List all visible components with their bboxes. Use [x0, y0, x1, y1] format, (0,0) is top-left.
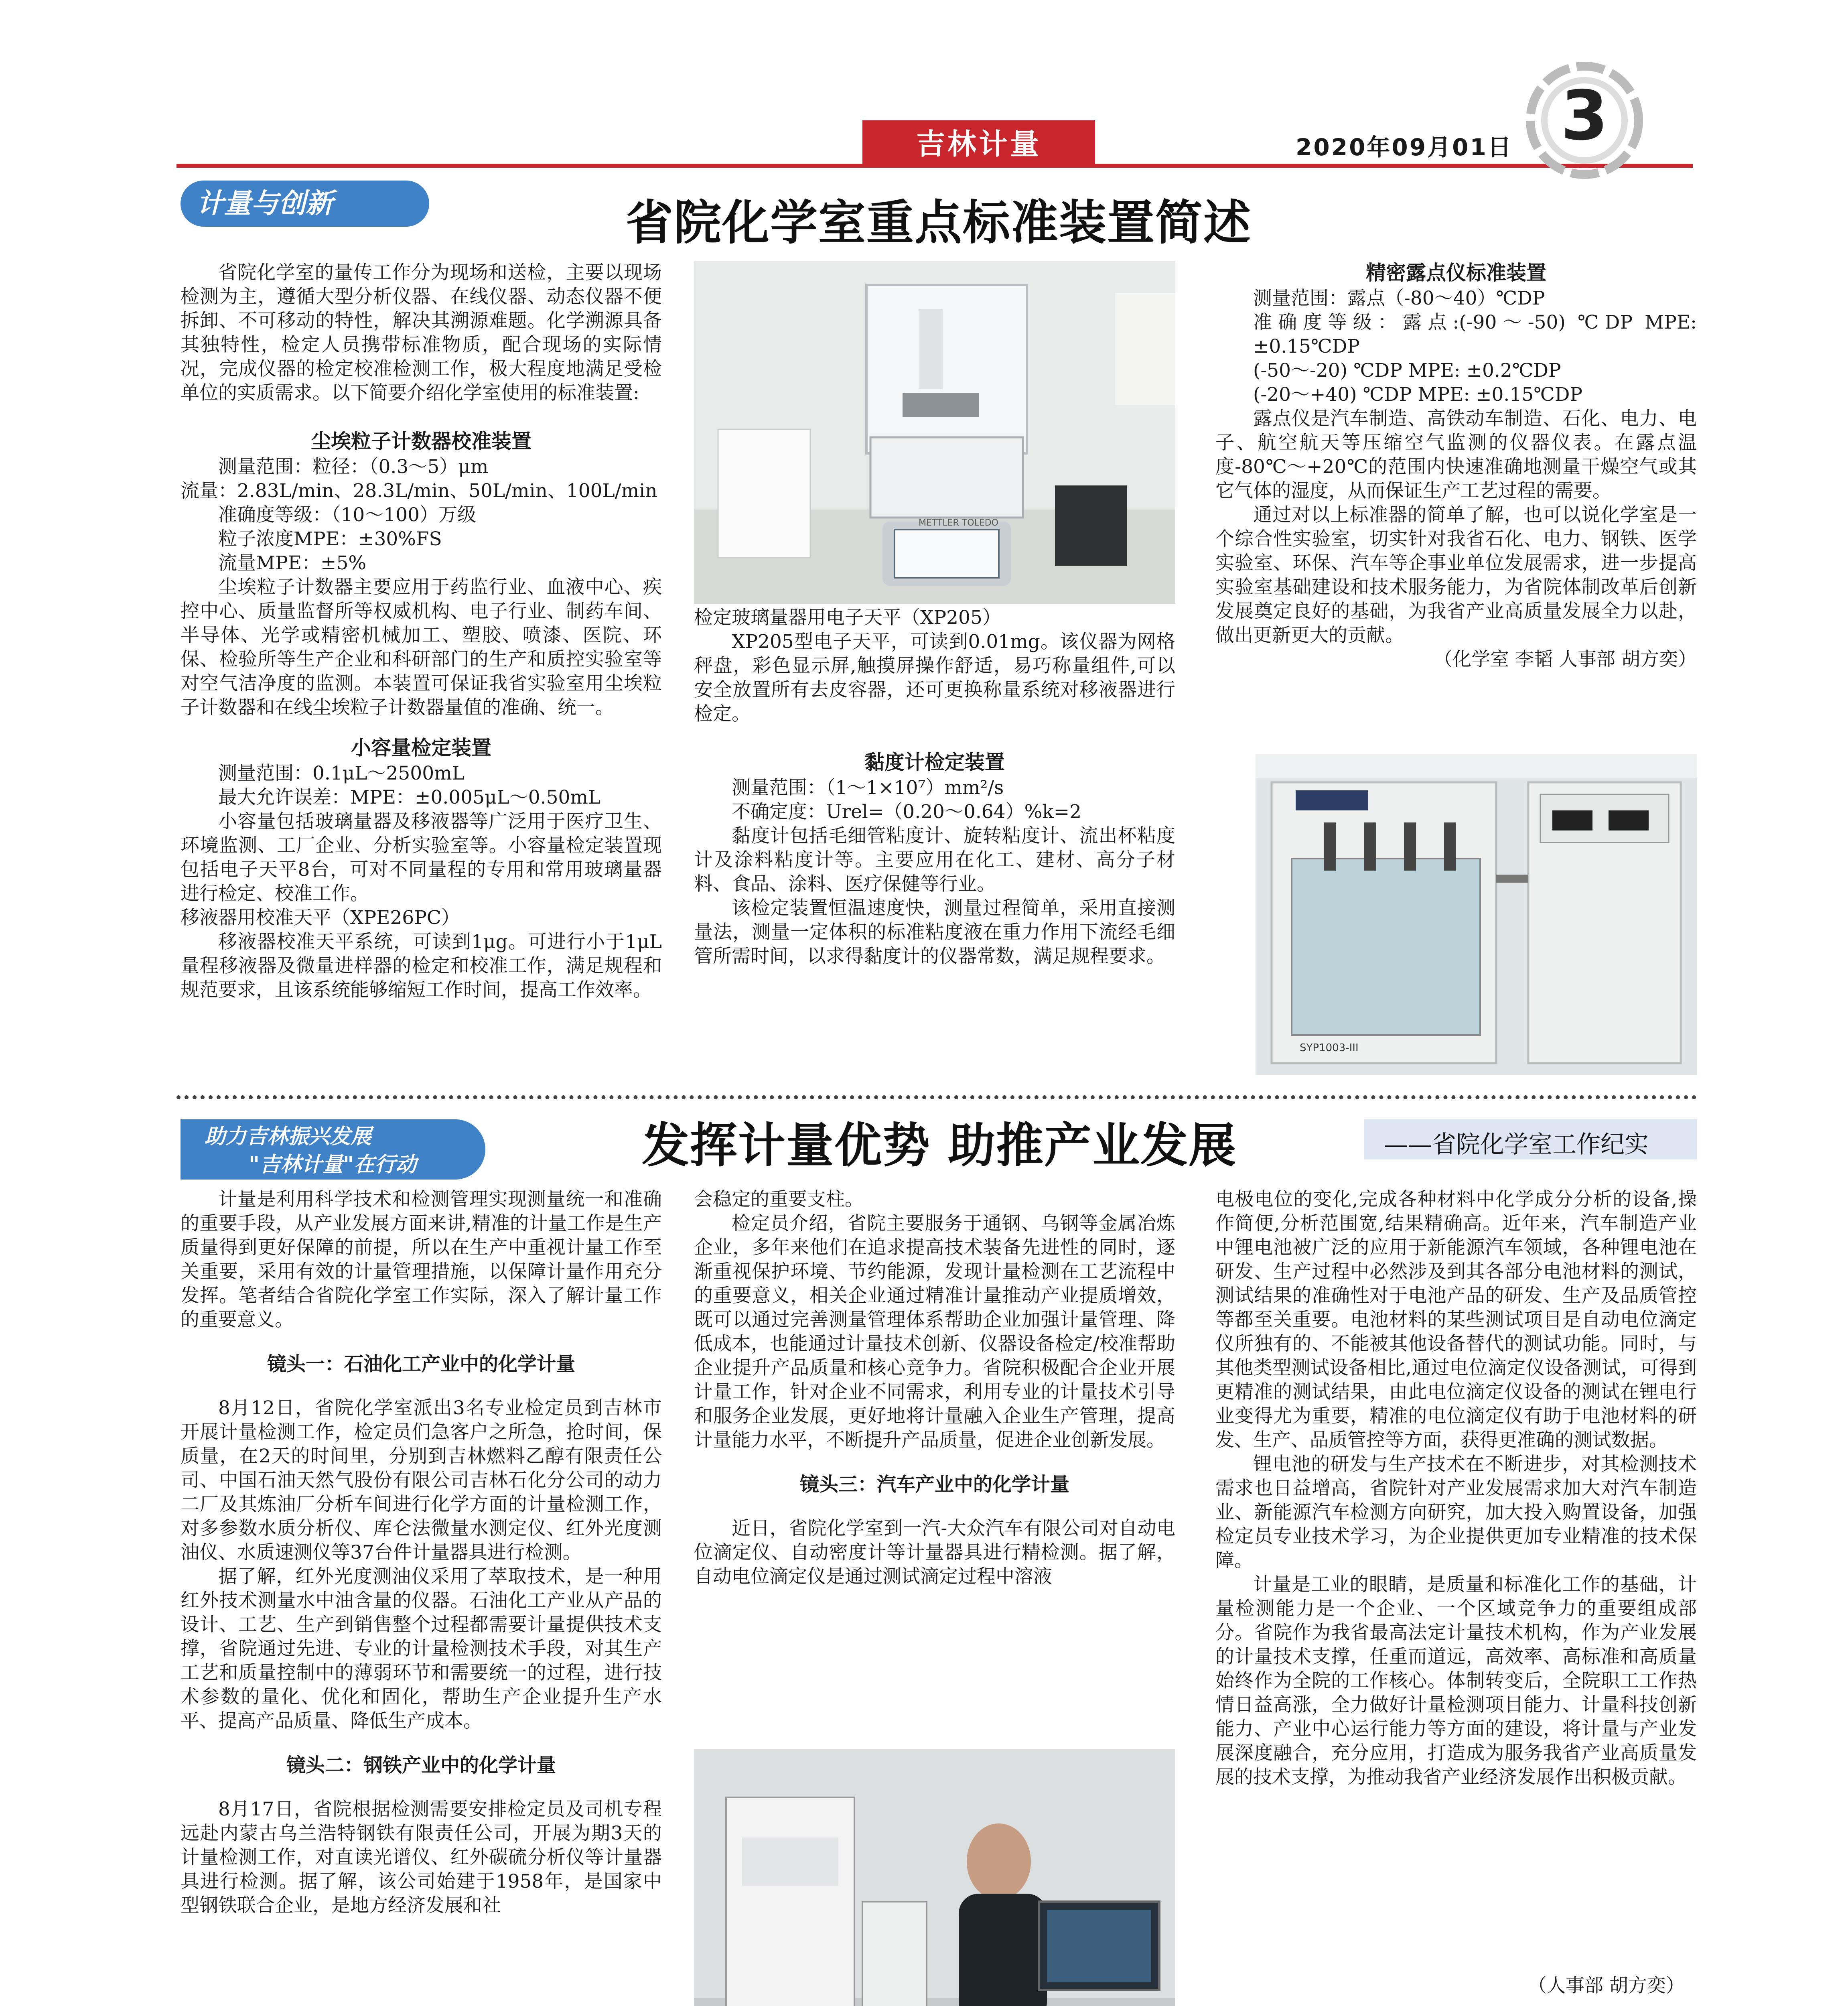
dewpoint-range: 测量范围：露点（-80～40）℃DP	[1253, 287, 1545, 309]
bath-brand-label: SYP1003-III	[1300, 1042, 1359, 1054]
viscometer-body-1: 黏度计包括毛细管粘度计、旋转粘度计、流出杯粘度计及涂料粘度计等。主要应用在化工、建材、高分子材料、食品、涂料、医疗保健等行业。	[694, 825, 1175, 895]
section-banner-jilin-action	[181, 1119, 485, 1180]
small-volume-mpe: 最大允许误差：MPE：±0.005μL～0.50mL	[218, 786, 601, 808]
col2-p1: 会稳定的重要支柱。	[694, 1188, 864, 1210]
dewpoint-body-1: 露点仪是汽车制造、高铁动车制造、石化、电力、电子、航空航天等压缩空气监测的仪器仪表。在露点温度-80℃～+20℃的范围内快速准确地测量干燥空气或其它气体的湿度，从而保证生产工艺过程的需要。	[1215, 408, 1697, 502]
viscometer-uncertainty: 不确定度：Urel=（0.20～0.64）%k=2	[732, 801, 1082, 823]
viscometer-range: 测量范围：（1～1×10⁷）mm²/s	[732, 777, 1004, 799]
banner-line-1: 助力吉林振兴发展	[205, 1124, 372, 1149]
small-volume-body: 小容量包括玻璃量器及移液器等广泛用于医疗卫生、环境监测、工厂企业、分析实验室等。小容量检定装置现包括电子天平8台，可对不同量程的专用和常用玻璃量器进行检定、校准工作。	[181, 810, 662, 905]
balance-brand-label: METTLER TOLEDO	[919, 518, 998, 528]
article1-credit: （化学室 李韬 人事部 胡方奕）	[1434, 648, 1697, 670]
col3-p2: 锂电池的研发与生产技术在不断进步，对其检测技术需求也日益增高，省院针对产业发展需求加大对汽车制造业、新能源汽车检测方向研究，加大投入购置设备，加强检定员专业技术学习，为企业提供更加专业精准的技术保障。	[1215, 1453, 1697, 1572]
small-volume-heading: 小容量检定装置	[351, 736, 491, 759]
article1-intro: 省院化学室的量传工作分为现场和送检，主要以现场检测为主，遵循大型分析仪器、在线仪器、动态仪器不便拆卸、不可移动的特性，解决其溯源难题。化学溯源具备其独特性，检定人员携带标准物质，配合现场的实际情况，完成仪器的检定校准检测工作，极大程度地满足受检单位的实质需求。以下简要介绍化学室使用的标准装置:	[181, 262, 662, 404]
col1-p2: 8月12日，省院化学室派出3名专业检定员到吉林市开展计量检测工作，检定员们急客户之所急，抢时间，保质量，在2天的时间里，分别到吉林燃料乙醇有限责任公司、中国石油天然气股份有限公司吉林石化分公司的动力二厂及其炼油厂分析车间进行化学方面的计量检测工作，对多参数水质分析仪、库仑法微量水测定仪、红外光度测油仪、水质速测仪等37台件计量器具进行检测。	[181, 1397, 662, 1563]
issue-date: 2020年09月01日	[1296, 134, 1513, 161]
photo-viscometer-bath	[1256, 754, 1697, 1075]
article2-column-3	[1215, 1188, 1697, 1789]
dewpoint-heading: 精密露点仪标准装置	[1366, 261, 1546, 284]
article1-column-2	[694, 606, 1175, 968]
article2-title: 发挥计量优势 助推产业发展	[642, 1118, 1237, 1173]
dewpoint-accuracy: 准确度等级：露点:(-90～-50) ℃DP MPE: ±0.15℃DP	[1253, 311, 1697, 357]
article2-column-2	[694, 1188, 1175, 1589]
dust-concentration-mpe: 粒子浓度MPE：±30%FS	[218, 528, 442, 550]
photo-titration-analyst	[694, 1749, 1175, 2006]
col1-p3: 据了解，红外光度测油仪采用了萃取技术，是一种用红外技术测量水中油含量的仪器。石油化工产业从产品的设计、工艺、生产到销售整个过程都需要计量提供技术支撑，省院通过先进、专业的计量检测技术手段，对其生产工艺和质量控制中的薄弱环节和需要统一的过程，进行技术参数的量化、优化和固化，帮助生产企业提升生产水平、提高产品质量、降低生产成本。	[181, 1565, 662, 1732]
col2-p2: 检定员介绍，省院主要服务于通钢、乌钢等金属冶炼企业，多年来他们在追求提高技术装备先进性的同时，逐渐重视保护环境、节约能源，发现计量检测在工艺流程中的重要意义，相关企业通过精准计量推动产业提质增效，既可以通过完善测量管理体系帮助企业加强计量管理、降低成本，也能通过计量技术创新、仪器设备检定/校准帮助企业提升产品质量和核心竞争力。省院积极配合企业开展计量工作，针对企业不同需求，利用专业的计量技术引导和服务企业发展，更好地将计量融入企业生产管理，提高计量能力水平，不断提升产品质量，促进企业创新发展。	[694, 1212, 1175, 1451]
dust-flow: 流量：2.83L/min、28.3L/min、50L/min、100L/min	[181, 480, 657, 502]
page-number-badge	[1524, 60, 1645, 181]
dewpoint-body-2: 通过对以上标准器的简单了解，也可以说化学室是一个综合性实验室，切实针对我省石化、电力、钢铁、医学实验室、环保、汽车等企事业单位发展需求，进一步提高实验室基础建设和技术服务能力，为省院体制改革后创新发展奠定良好的基础，为我省产业高质量发展全力以赴，做出更新更大的贡献。	[1215, 504, 1697, 646]
dust-range: 测量范围：粒径：（0.3～5）μm	[218, 456, 489, 478]
article1-column-1	[181, 261, 662, 1002]
dust-body: 尘埃粒子计数器主要应用于药监行业、血液中心、疾控中心、质量监督所等权威机构、电子行业、制药车间、半导体、光学或精密机械加工、塑胶、喷漆、医院、环保、检验所等生产企业和科研部门的生产和质控实验室等对空气洁净度的监测。本装置可保证我省实验室用尘埃粒子计数器和在线尘埃粒子计数器量值的准确、统一。	[181, 576, 662, 719]
pipette-balance-subheading: 移液器用校准天平（XPE26PC）	[181, 907, 460, 929]
masthead-section-tab: 吉林计量	[862, 120, 1095, 164]
article2-subtitle: ——省院化学室工作纪实	[1384, 1131, 1649, 1159]
col1-p1: 计量是利用科学技术和检测管理实现测量统一和准确的重要手段，从产业发展方面来讲,精准的计量工作是生产质量得到更好保障的前提，所以在生产中重视计量工作至关重要，采用有效的计量管理措施，以保障计量作用充分发挥。笔者结合省院化学室工作实际，深入了解计量工作的重要意义。	[181, 1188, 662, 1331]
pipette-balance-body: 移液器校准天平系统，可读到1μg。可进行小于1μL量程移液器及微量进样器的检定和校准工作，满足规程和规范要求，且该系统能够缩短工作时间，提高工作效率。	[181, 931, 662, 1001]
article2-credit-wrap	[1215, 1974, 1685, 1998]
photo-electronic-balance	[694, 261, 1175, 604]
article2-column-1	[181, 1188, 662, 1918]
lens2-heading: 镜头二：钢铁产业中的化学计量	[286, 1754, 556, 1777]
dust-counter-heading: 尘埃粒子计数器校准装置	[311, 430, 531, 453]
article2-credit: （人事部 胡方奕）	[1528, 1975, 1685, 1997]
banner-line-2: "吉林计量"在行动	[249, 1152, 417, 1177]
dust-flow-mpe: 流量MPE：±5%	[218, 552, 367, 574]
article1-title: 省院化学室重点标准装置简述	[626, 195, 1252, 250]
dust-grade: 准确度等级：（10～100）万级	[218, 504, 477, 526]
section-banner-innovation: 计量与创新	[181, 181, 429, 227]
viscometer-body-2: 该检定装置恒温速度快，测量过程简单，采用直接测量法，测量一定体积的标准粘度液在重力作用下流经毛细管所需时间，以求得黏度计的仪器常数，满足规程要求。	[694, 897, 1175, 967]
xp205-subheading: 检定玻璃量器用电子天平（XP205）	[694, 607, 1001, 629]
col3-p3: 计量是工业的眼睛，是质量和标准化工作的基础，计量检测能力是一个企业、一个区域竞争力的重要组成部分。省院作为我省最高法定计量技术机构，作为产业发展的计量技术支撑，任重而道远，高效率、高标准和高质量始终作为全院的工作核心。体制转变后，全院职工工作热情日益高涨，全力做好计量检测项目能力、计量科技创新能力、产业中心运行能力等方面的建设，将计量与产业发展深度融合，充分应用，打造成为服务我省产业高质量发展的技术支撑，为推动我省产业经济发展作出积极贡献。	[1215, 1574, 1697, 1788]
col3-p1: 电极电位的变化,完成各种材料中化学成分分析的设备,操作简便,分析范围宽,结果精确高。近年来，汽车制造产业中锂电池被广泛的应用于新能源汽车领域，各种锂电池在研发、生产过程中必然涉及到其各部分电池材料的测试，测试结果的准确性对于电池产品的研发、生产及品质管控等都至关重要。电池材料的某些测试项目是自动电位滴定仪所独有的、不能被其他设备替代的测试功能。同时，与其他类型测试设备相比,通过电位滴定仪设备测试，可得到更精准的测试结果，由此电位滴定仪设备的测试在锂电行业变得尤为重要，精准的电位滴定仪有助于电池材料的研发、生产、品质管控等方面，获得更准确的测试数据。	[1215, 1188, 1697, 1451]
lens3-heading: 镜头三：汽车产业中的化学计量	[799, 1473, 1069, 1496]
small-volume-range: 测量范围：0.1μL～2500mL	[218, 762, 465, 784]
col2-p3: 近日，省院化学室到一汽-大众汽车有限公司对自动电位滴定仪、自动密度计等计量器具进行精检测。据了解，自动电位滴定仪是通过测试滴定过程中溶液	[694, 1517, 1175, 1588]
dewpoint-mpe-2: (-50～-20) ℃DP MPE: ±0.2℃DP	[1253, 359, 1561, 382]
page-number: 3	[1560, 76, 1609, 156]
col1-p4: 8月17日，省院根据检测需要安排检定员及司机专程远赴内蒙古乌兰浩特钢铁有限责任公司，开展为期3天的计量检测工作，对直读光谱仪、红外碳硫分析仪等计量器具进行检测。据了解，该公司始建于1958年，是国家中型钢铁联合企业，是地方经济发展和社	[181, 1798, 662, 1917]
article1-column-3	[1215, 261, 1697, 672]
viscometer-heading: 黏度计检定装置	[864, 751, 1005, 774]
xp205-body: XP205型电子天平，可读到0.01mg。该仪器为网格秤盘，彩色显示屏,触摸屏操作舒适，易巧称量组件,可以安全放置所有去皮容器，还可更换称量系统对移液器进行检定。	[694, 631, 1175, 725]
lens1-heading: 镜头一：石油化工产业中的化学计量	[267, 1353, 575, 1375]
dewpoint-mpe-3: (-20～+40) ℃DP MPE: ±0.15℃DP	[1253, 384, 1583, 406]
article-separator	[176, 1095, 1697, 1099]
masthead-rule	[176, 164, 1693, 168]
